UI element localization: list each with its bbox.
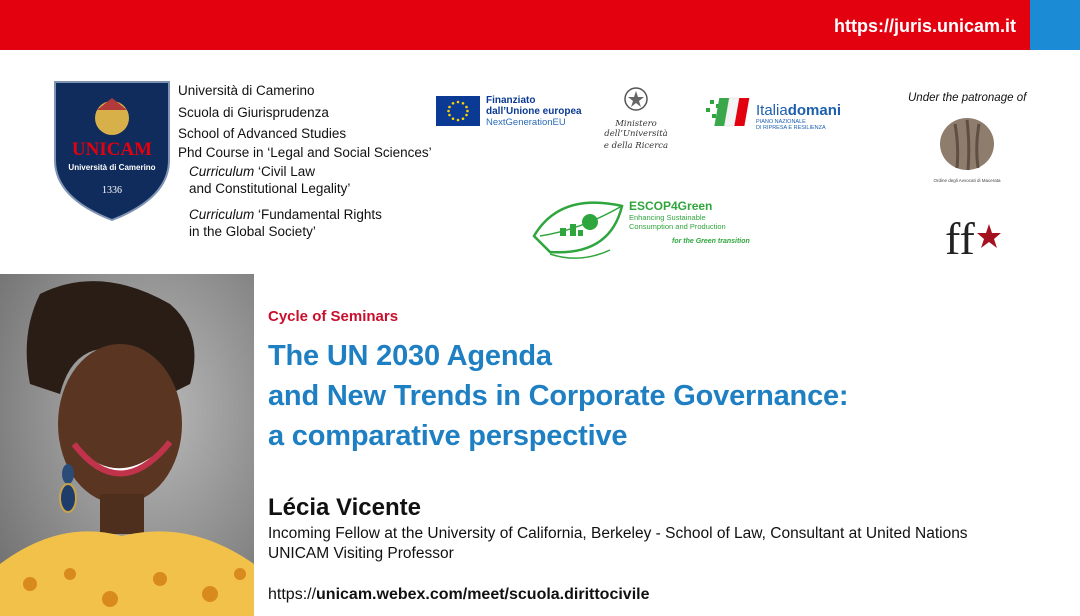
university-lines [178, 80, 432, 160]
uni-line: Università di Camerino [178, 83, 315, 98]
svg-text:ff: ff [945, 213, 975, 264]
italiadomani-name: Italiadomani [756, 102, 842, 119]
italiadomani-sub: PIANO NAZIONALE DI RIPRESA E RESILIENZA [756, 119, 826, 131]
patron-ordine-avvocati-logo: Ordine degli Avvocati di Macerata [931, 116, 1003, 183]
uni-line: Scuola di Giurisprudenza [178, 104, 329, 120]
italiadomani-flag-icon [706, 94, 754, 128]
escop-leaf-logo [530, 190, 630, 266]
eu-flag-icon [436, 96, 480, 126]
shield-year: 1336 [102, 185, 122, 196]
ordine-seal-icon [937, 116, 997, 172]
title-line: a comparative perspective [268, 420, 628, 452]
uni-line: School of Advanced Studies [178, 126, 347, 141]
title-line: and New Trends in Corporate Governance: [268, 380, 849, 412]
header-url-link[interactable]: https://juris.unicam.it [833, 16, 1016, 36]
speaker-affiliation: Incoming Fellow at the University of California, Berkeley - School of Law, Consultant at United Nations UNICAM Visiting Professor [268, 525, 968, 562]
earring-icon [60, 464, 76, 512]
escop-title: ESCOP4Green [629, 199, 713, 213]
speaker-photo [0, 274, 254, 616]
curriculum-2: Curriculum ‘Fundamental Rights in the Global Society’ [189, 207, 382, 239]
cycle-label: Cycle of Seminars [268, 308, 399, 325]
webex-link[interactable]: https://unicam.webex.com/meet/scuola.dirittocivile [268, 586, 650, 603]
eu-funding-label: Finanziato dall’Unione europea NextGenerationEU [486, 95, 582, 128]
shield-name: UNICAM [71, 139, 153, 160]
speaker-name: Lécia Vicente [268, 494, 421, 521]
patron-ff-star-logo [945, 204, 1003, 266]
ministero-logo: Ministero dell’Università e della Ricerca [590, 86, 682, 151]
escop-foot: for the Green transition [672, 238, 750, 245]
patronage-label: Under the patronage of [908, 92, 1027, 104]
unicam-shield-logo [53, 80, 171, 222]
italian-emblem-icon [623, 86, 649, 112]
curriculum-1: Curriculum ‘Civil Law and Constitutional Legality’ [189, 164, 351, 196]
top-blue-block [1030, 0, 1080, 50]
escop-sub: Enhancing Sustainable Consumption and Production [629, 213, 726, 231]
shield-sub: Università di Camerino [68, 163, 156, 172]
title-line: The UN 2030 Agenda [268, 340, 552, 372]
seminar-title [268, 336, 848, 456]
uni-line: Phd Course in ‘Legal and Social Sciences’ [178, 144, 432, 160]
